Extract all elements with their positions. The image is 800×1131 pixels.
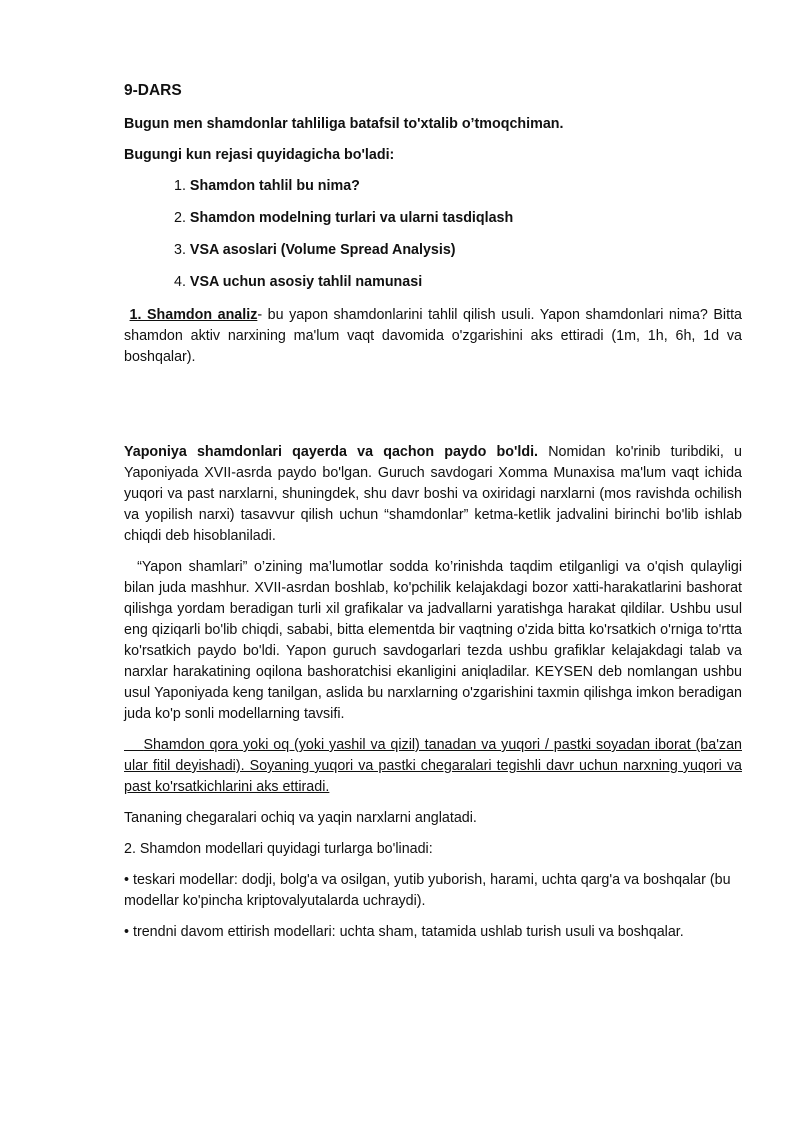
plan-item: [174, 176, 742, 197]
plan-item-number: 2.: [174, 210, 186, 226]
history-lead: Yaponiya shamdonlari qayerda va qachon paydo bo'ldi.: [124, 444, 539, 460]
history-body: Nomidan ko'rinib turibdiki, u Yaponiyada XVII-asrda paydo bo'lgan. Guruch savdogari Xomma Munaxisa ma'lum vaqt ichida yuqori va past narxlarni, shuningdek, shu davr boshi va oxiridagi narxlarni (mos ravishda ochilish va yopilish narxi) tasavvur qilish uchun “shamdonlar” ketma-ketlik jadvalini birinchi bo'lib ishlab chiqdi deb hisoblaniladi.: [124, 444, 742, 544]
section1-body: - bu yapon shamdonlarini tahlil qilish usuli. Yapon shamdonlari nima? Bitta shamdon aktiv narxining ma'lum vaqt davomida o'zgarishini aks ettiradi (1m, 1h, 6h, 1d va boshqalar).: [124, 307, 742, 365]
plan-item: [174, 272, 742, 293]
plan-item-text: Shamdon modelning turlari va ularni tasdiqlash: [189, 210, 514, 226]
section1-heading: 1. Shamdon analiz: [129, 307, 258, 323]
section2-heading: 2. Shamdon modellari quyidagi turlarga bo'linadi:: [124, 841, 433, 857]
plan-item-text: Shamdon tahlil bu nima?: [189, 178, 360, 194]
bullet-text: teskari modellar: dodji, bolg'a va osilgan, yutib yuborish, harami, uchta qarg'a va boshqalar (bu modellar ko'pincha kriptovalyutalarda uchraydi).: [124, 872, 731, 909]
plan-list: [174, 176, 742, 293]
history-paragraph: [124, 442, 742, 547]
blank-space: [124, 378, 742, 442]
plan-item-number: 1.: [174, 178, 186, 194]
bullet-glyph: •: [124, 872, 130, 888]
lesson-title: 9-DARS: [124, 82, 182, 99]
plan-item-number: 4.: [174, 274, 186, 290]
plan-item-number: 3.: [174, 242, 186, 258]
body-bounds-line: Tananing chegaralari ochiq va yaqin narxlarni anglatadi.: [124, 810, 477, 826]
bullet-text: trendni davom ettirish modellari: uchta sham, tatamida ushlab turish usuli va boshqalar.: [133, 924, 684, 940]
plan-item-text: VSA uchun asosiy tahlil namunasi: [189, 274, 423, 290]
intro-line: Bugun men shamdonlar tahliliga batafsil to'xtalib o’tmoqchiman.: [124, 116, 564, 132]
plan-item-text: VSA asoslari (Volume Spread Analysis): [189, 242, 456, 258]
document-page: [124, 80, 742, 953]
bullet-glyph: •: [124, 924, 130, 940]
underlined-paragraph: [124, 735, 742, 798]
plan-item: [174, 240, 742, 261]
plan-item: [174, 208, 742, 229]
bullet-item: [124, 870, 742, 912]
popularity-text: “Yapon shamlari” o’zining ma’lumotlar sodda ko’rinishda taqdim etilganligi va o'qish qulayligi bilan juda mashhur. XVII-asrdan boshlab, ko'pchilik kelajakdagi bozor xatti-harakatlarini bashorat qilishga yordam beradigan turli xil grafikalar va jadvallarni yaratishga harakat qildilar. Ushbu usul eng qiziqarli bo'lib chiqdi, sababi, bitta elementda bir vaqtning o'zida bitta ko'rsatkich o'rniga to'rtta ko'rsatkich paydo bo'ldi. Yapon guruch savdogarlari tezda ushbu grafiklar kelajakdagi talab va narxlar harakatining oqilona bashoratchisi ekanligini aniqladilar. KEYSEN deb nomlangan ushbu usul Yaponiyada keng tanilgan, aslida bu narxlarning o'zgarishini taxmin qilishga imkon beradigan juda ko'p sonli modellarning tavsifi.: [124, 559, 742, 722]
bullet-item: [124, 922, 742, 943]
underlined-text: Shamdon qora yoki oq (yoki yashil va qizil) tanadan va yuqori / pastki soyadan iborat (ba'zan ular fitil deyishadi). Soyaning yuqori va pastki chegaralari tegishli davr uchun narxning yuqori va past ko'rsatkichlarini aks ettiradi.: [124, 737, 742, 795]
popularity-paragraph: [124, 557, 742, 725]
section1-paragraph: [124, 305, 742, 368]
plan-heading: Bugungi kun rejasi quyidagicha bo'ladi:: [124, 147, 395, 163]
